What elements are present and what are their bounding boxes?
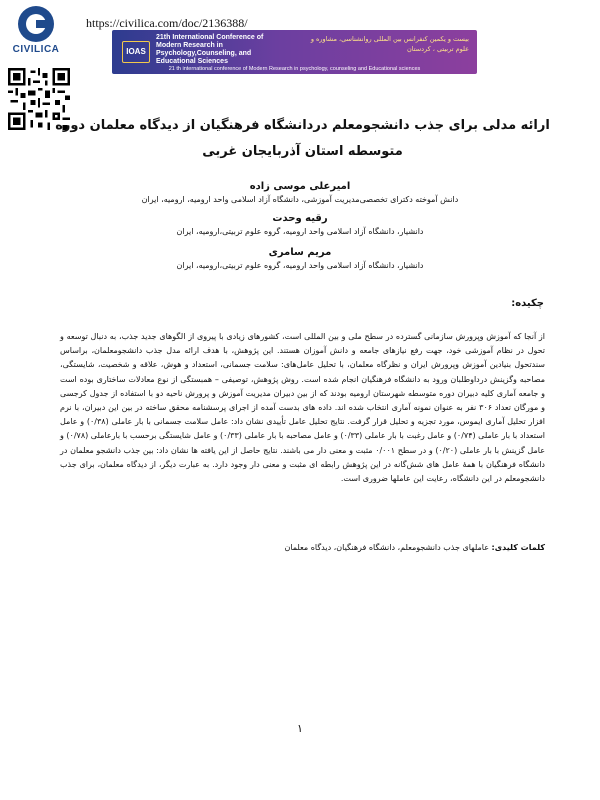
author-affiliation: دانش آموخته دکترای تخصصی‌مدیریت آموزشی، دانشگاه آزاد اسلامی واحد ارومیه، ارومیه، ایران [141,195,459,204]
ioas-badge: IOAS [122,41,150,63]
author-block [0,181,600,204]
keywords-label: کلمات کلیدی: [491,543,545,552]
banner-persian-title: بیست و یکمین کنفرانس بین المللی روانشناسی، مشاوره و علوم تربیتی ، کردستان [310,35,469,53]
banner-english-title: 21th International Conference of Modern Research in Psychology,Counseling, and Educational Sciences [156,34,264,65]
abstract-body: از آنجا که آموزش وپرورش سازمانی گسترده در سطح ملی و بین المللی است، کشورهای زیادی با پیروی از الگوهای جدید جذب، به دنبال توسعه و تحول در نظام آموزشی خود، جهت رفع نیازهای جامعه و دانش آموزان هستند. این پژوهش، با هدف ارائه مدل جذب دانشجومعلمان، براساس سندتحول بنیادین آموزش وپرورش ایران و نظرگاه معلمان، با تحلیل عامل‌های: سلامت جسمانی، استعداد و هوش، علاقه و شخصیت، شایستگی، مصاحبه وگزینش درداوطلبان ورود به دانشگاه فرهنگیان انجام شده است. روش پژوهش، توصیفی – همبستگی از نوع معادلات ساختاری بوده است و جامعه آماری کلیه دبیران دوره متوسطه شهرستان ارومیه بودند که از بین دبیران مدیریت آموزش و پرورش ناحیه دو با استفاده از جدول کرجسی و مورگان تعداد ۳۰۶ نفر به عنوان نمونه آماری انتخاب شده اند. داده های بدست آمده از اجرای پرسشنامه محقق ساخته در بین این دبیران، با نرم افزار تحلیل آماری ایموس، مورد تجزیه و تحلیل قرار گرفت. نتایج تحلیل عامل تأییدی نشان داد: عامل سلامت جسمانی با بار عاملی (۰/۳۸) و عامل استعداد با بار عاملی (۰/۷۴) و عامل رغبت با بار عاملی (۰/۳۳) و عامل مصاحبه با بار عاملی (۰/۳۳) و عامل شایستگی برحسب با بارعاملی (۰/۷۸) و عامل گزینش با بار عاملی (۰/۲۰) و در سطح ۰/۰۰۱ مثبت و معنی دار می باشند. نتایج حاصل از این یافته ها نشان داد: بین جذب دانشجو معلمان در دانشگاه فرهنگیان با همهٔ عامل های شش‌گانه در این پژوهش رابطه ای مثبت و معنی دار وجود دارد. به عبارت دیگر، از دیدگاه معلمان، برای جذب دانشجومعلم در این دانشگاه، رعایت این عاملها ضروری است. [60,332,545,484]
civilica-logo-icon [18,6,54,42]
paper-title: ارائه مدلی برای جذب دانشجومعلم دردانشگاه فرهنگیان از دیدگاه معلمان دوره متوسطه استان آذربایجان غربی [55,118,550,159]
conference-banner [112,30,477,74]
author-block [0,247,600,270]
author-affiliation: دانشیار، دانشگاه آزاد اسلامی واحد ارومیه، گروه علوم تربیتی،ارومیه، ایران [176,227,424,236]
author-name: امیرعلی موسی زاده [249,181,351,192]
logo-text: CIVILICA [12,44,60,55]
civilica-logo[interactable] [6,6,66,55]
document-url-link[interactable]: https://civilica.com/doc/2136388/ [86,16,248,30]
keywords-line [60,543,545,552]
banner-subline: 21 th international conference of Modern Research in psychology, counseling and Educational sciences [168,66,421,72]
author-affiliation: دانشیار، دانشگاه آزاد اسلامی واحد ارومیه، گروه علوم تربیتی،ارومیه، ایران [176,261,424,270]
author-name: مریم سامری [268,247,332,258]
page-number: ۱ [297,722,303,735]
author-block [0,213,600,236]
abstract-heading: چکیده: [511,298,544,309]
keywords-text: عاملهای جذب دانشجومعلم، دانشگاه فرهنگیان، دیدگاه معلمان [284,543,489,552]
author-name: رقیه وحدت [272,213,328,224]
